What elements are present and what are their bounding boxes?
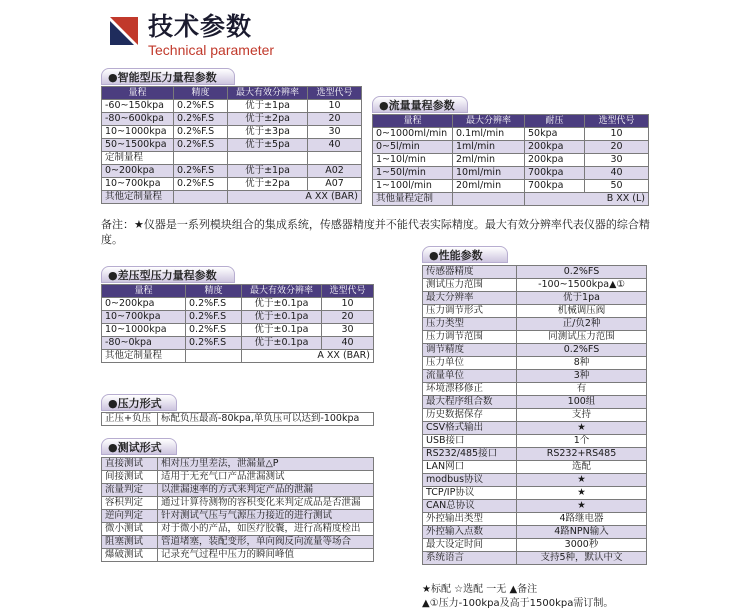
table-row: 其他量程定制 B XX (L)	[373, 193, 649, 206]
table-row: 0~1000ml/min 0.1ml/min 50kpa 10	[373, 128, 649, 141]
table-row: modbus协议 ★	[423, 474, 647, 487]
table-header: 最大有效分辨率	[228, 87, 308, 100]
table-row: 0~200kpa 0.2%F.S 优于±0.1pa 10	[102, 298, 374, 311]
table-row: LAN网口 选配	[423, 461, 647, 474]
table-row: TCP/IP协议 ★	[423, 487, 647, 500]
pressure-form-table	[101, 412, 374, 426]
table-row: 逆向判定 针对测试气压与气源压力接近的进行测试	[102, 510, 374, 523]
table-row: 定制量程	[102, 152, 362, 165]
table-row: 流量单位 3种	[423, 370, 647, 383]
table-header: 量程	[102, 87, 174, 100]
table-row: 最大程序组合数 100组	[423, 396, 647, 409]
table-header: 精度	[174, 87, 228, 100]
table-row: 压力类型 正/负2种	[423, 318, 647, 331]
table-row: 环境漂移修正 有	[423, 383, 647, 396]
table-row: 1~10l/min 2ml/min 200kpa 30	[373, 154, 649, 167]
flow-range-title: ●流量量程参数	[372, 96, 468, 113]
table-row: 压力调节范围 同测试压力范围	[423, 331, 647, 344]
table-row: 系统语言 支持5种，默认中文	[423, 552, 647, 565]
table-row: 爆破测试 记录充气过程中压力的瞬间峰值	[102, 549, 374, 562]
table-row: 0~200kpa 0.2%F.S 优于±1pa A02	[102, 165, 362, 178]
table-row: 10~700kpa 0.2%F.S 优于±0.1pa 20	[102, 311, 374, 324]
table-row: 微小测试 对于微小的产品，如医疗胶囊，进行高精度检出	[102, 523, 374, 536]
table-row: 外控输入点数 4路NPN输入	[423, 526, 647, 539]
table-row: CSV格式输出 ★	[423, 422, 647, 435]
diff-range-table	[101, 284, 374, 363]
table-row: -60~150kpa 0.2%F.S 优于±1pa 10	[102, 100, 362, 113]
table-row: 正压+负压 标配负压最高-80kpa,单负压可以达到-100kpa	[102, 413, 374, 426]
table-row: USB接口 1个	[423, 435, 647, 448]
table-row: 10~700kpa 0.2%F.S 优于±2pa A07	[102, 178, 362, 191]
table-row: 1~50l/min 10ml/min 700kpa 40	[373, 167, 649, 180]
table-row: CAN总协议 ★	[423, 500, 647, 513]
table-row: 间接测试 适用于无充气口产品泄漏测试	[102, 471, 374, 484]
table-row: 10~1000kpa 0.2%F.S 优于±0.1pa 30	[102, 324, 374, 337]
table-row: 最大分辨率 优于1pa	[423, 292, 647, 305]
table-row: 压力单位 8种	[423, 357, 647, 370]
table-row: 50~1500kpa 0.2%F.S 优于±5pa 40	[102, 139, 362, 152]
table-header: 量程	[102, 285, 186, 298]
table-row: 其他定制量程 A XX (BAR)	[102, 350, 374, 363]
perf-title: ●性能参数	[422, 246, 508, 263]
table-header: 选型代号	[308, 87, 362, 100]
legend-symbols: ★标配 ☆选配 一无 ▲备注	[422, 584, 538, 595]
table-row: RS232/485接口 RS232+RS485	[423, 448, 647, 461]
test-form-table	[101, 457, 374, 562]
brand-logo-icon	[108, 15, 140, 47]
pressure-form-title: ●压力形式	[101, 394, 177, 411]
table-row: 直接测试 相对压力里差法，泄漏量△P	[102, 458, 374, 471]
table-header: 最大分辨率	[453, 115, 525, 128]
table-row: 传感器精度 0.2%FS	[423, 266, 647, 279]
table-header: 选型代号	[322, 285, 374, 298]
table-row: 容积判定 通过计算待测物的容积变化来判定成品是否泄漏	[102, 497, 374, 510]
page-subtitle: Technical parameter	[148, 42, 275, 58]
table-header: 量程	[373, 115, 453, 128]
flow-range-table	[372, 114, 649, 206]
legend	[422, 583, 613, 611]
table-row: 测试压力范围 -100~1500kpa▲①	[423, 279, 647, 292]
table-row: -80~0kpa 0.2%F.S 优于±0.1pa 40	[102, 337, 374, 350]
table-row: -80~600kpa 0.2%F.S 优于±2pa 20	[102, 113, 362, 126]
table-header: 精度	[186, 285, 242, 298]
note-text: 备注：★仪器是一系列模块组合的集成系统，传感器精度并不能代表实际精度。最大有效分辨率代表仪器的综合精度。	[101, 218, 650, 246]
diff-range-title: ●差压型压力量程参数	[101, 266, 235, 283]
test-form-title: ●测试形式	[101, 438, 177, 455]
table-row: 10~1000kpa 0.2%F.S 优于±3pa 30	[102, 126, 362, 139]
legend-footnote: ▲①压力-100kpa及高于1500kpa需订制。	[422, 598, 614, 609]
table-row: 外控输出类型 4路继电器	[423, 513, 647, 526]
page-title: 技术参数	[148, 12, 253, 41]
table-row: 1~100l/min 20ml/min 700kpa 50	[373, 180, 649, 193]
table-row: 0~5l/min 1ml/min 200kpa 20	[373, 141, 649, 154]
table-header: 选型代号	[585, 115, 649, 128]
table-row: 其他定制量程 A XX (BAR)	[102, 191, 362, 204]
table-row: 压力调节形式 机械调压阀	[423, 305, 647, 318]
table-header: 最大有效分辨率	[242, 285, 322, 298]
table-row: 流量判定 以泄漏速率的方式来判定产品的泄漏	[102, 484, 374, 497]
table-row: 调节精度 0.2%FS	[423, 344, 647, 357]
table-row: 阻塞测试 管道堵塞，装配变形，单向阀反向流量等场合	[102, 536, 374, 549]
smart-range-table	[101, 86, 362, 204]
table-header: 耐压	[525, 115, 585, 128]
smart-range-title: ●智能型压力量程参数	[101, 68, 235, 85]
table-row: 最大设定时间 3000秒	[423, 539, 647, 552]
perf-table	[422, 265, 647, 565]
table-row: 历史数据保存 支持	[423, 409, 647, 422]
